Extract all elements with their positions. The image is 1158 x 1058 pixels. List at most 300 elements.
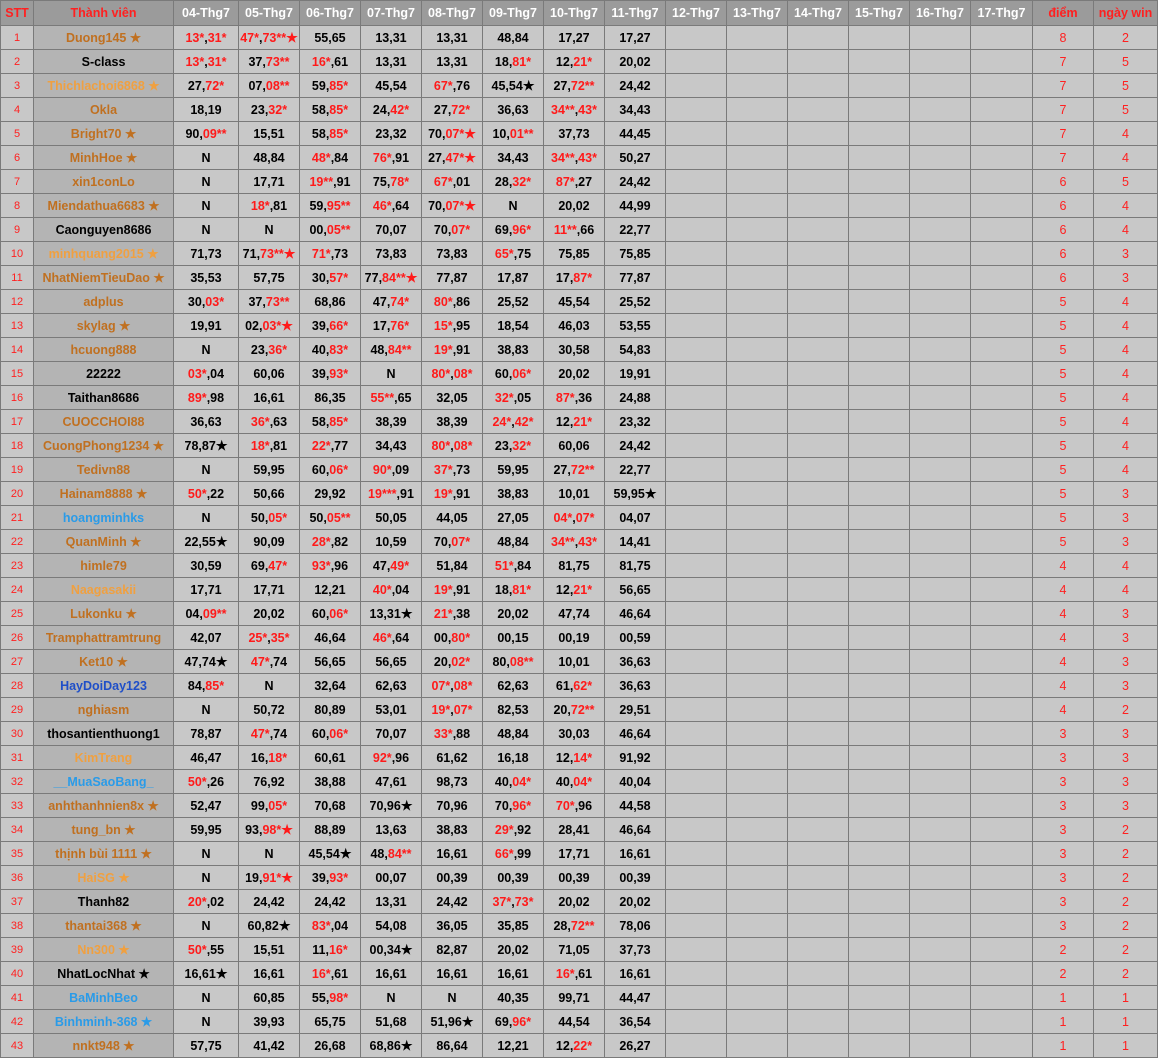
pick-cell[interactable]: 34,43: [483, 146, 544, 170]
empty-cell[interactable]: [971, 818, 1033, 842]
empty-cell[interactable]: [849, 578, 910, 602]
empty-cell[interactable]: [666, 674, 727, 698]
empty-cell[interactable]: [849, 434, 910, 458]
pick-cell[interactable]: 70,96: [422, 794, 483, 818]
empty-cell[interactable]: [849, 506, 910, 530]
pick-cell[interactable]: 71,73: [174, 242, 239, 266]
pick-cell[interactable]: N: [422, 986, 483, 1010]
member-name[interactable]: himle79: [34, 554, 174, 578]
empty-cell[interactable]: [666, 50, 727, 74]
empty-cell[interactable]: [971, 290, 1033, 314]
pick-cell[interactable]: 50,27: [605, 146, 666, 170]
pick-cell[interactable]: 46,03: [544, 314, 605, 338]
pick-cell[interactable]: 17,76*: [361, 314, 422, 338]
pick-cell[interactable]: 41,42: [239, 1034, 300, 1058]
pick-cell[interactable]: 51,68: [361, 1010, 422, 1034]
pick-cell[interactable]: 27,72**: [544, 458, 605, 482]
pick-cell[interactable]: 27,72**: [544, 74, 605, 98]
empty-cell[interactable]: [788, 122, 849, 146]
pick-cell[interactable]: 11**,66: [544, 218, 605, 242]
pick-cell[interactable]: 37*,73*: [483, 890, 544, 914]
pick-cell[interactable]: 59,95: [174, 818, 239, 842]
pick-cell[interactable]: 57,75: [239, 266, 300, 290]
empty-cell[interactable]: [788, 194, 849, 218]
empty-cell[interactable]: [727, 386, 788, 410]
pick-cell[interactable]: 00,07: [361, 866, 422, 890]
pick-cell[interactable]: 90*,09: [361, 458, 422, 482]
pick-cell[interactable]: 53,01: [361, 698, 422, 722]
pick-cell[interactable]: 47,74*: [361, 290, 422, 314]
pick-cell[interactable]: 22,55★: [174, 530, 239, 554]
empty-cell[interactable]: [788, 770, 849, 794]
member-name[interactable]: hcuong888: [34, 338, 174, 362]
empty-cell[interactable]: [971, 962, 1033, 986]
pick-cell[interactable]: 75,78*: [361, 170, 422, 194]
header-score[interactable]: điểm: [1033, 1, 1094, 26]
empty-cell[interactable]: [727, 602, 788, 626]
pick-cell[interactable]: 32,64: [300, 674, 361, 698]
pick-cell[interactable]: 00,39: [605, 866, 666, 890]
empty-cell[interactable]: [788, 386, 849, 410]
header-day[interactable]: 12-Thg7: [666, 1, 727, 26]
pick-cell[interactable]: 24,88: [605, 386, 666, 410]
pick-cell[interactable]: 62,63: [361, 674, 422, 698]
empty-cell[interactable]: [666, 386, 727, 410]
empty-cell[interactable]: [971, 458, 1033, 482]
pick-cell[interactable]: N: [483, 194, 544, 218]
table-row[interactable]: [1, 986, 1158, 1010]
empty-cell[interactable]: [849, 194, 910, 218]
empty-cell[interactable]: [727, 146, 788, 170]
pick-cell[interactable]: 38,83: [483, 482, 544, 506]
empty-cell[interactable]: [910, 242, 971, 266]
empty-cell[interactable]: [910, 266, 971, 290]
pick-cell[interactable]: 61,62*: [544, 674, 605, 698]
empty-cell[interactable]: [910, 602, 971, 626]
pick-cell[interactable]: 47,74: [544, 602, 605, 626]
pick-cell[interactable]: 60,06*: [300, 722, 361, 746]
pick-cell[interactable]: 22,77: [605, 218, 666, 242]
pick-cell[interactable]: 32*,05: [483, 386, 544, 410]
pick-cell[interactable]: 36,63: [174, 410, 239, 434]
member-name[interactable]: Naagasakii: [34, 578, 174, 602]
pick-cell[interactable]: N: [361, 362, 422, 386]
empty-cell[interactable]: [788, 1034, 849, 1058]
empty-cell[interactable]: [971, 578, 1033, 602]
pick-cell[interactable]: 19**,91: [300, 170, 361, 194]
empty-cell[interactable]: [666, 818, 727, 842]
empty-cell[interactable]: [727, 842, 788, 866]
pick-cell[interactable]: 17,27: [544, 26, 605, 50]
pick-cell[interactable]: 20,02: [605, 890, 666, 914]
empty-cell[interactable]: [788, 314, 849, 338]
header-day[interactable]: 17-Thg7: [971, 1, 1033, 26]
pick-cell[interactable]: 19*,91: [422, 482, 483, 506]
member-name[interactable]: Tedivn88: [34, 458, 174, 482]
empty-cell[interactable]: [910, 818, 971, 842]
pick-cell[interactable]: 13*,31*: [174, 50, 239, 74]
pick-cell[interactable]: 40,04: [605, 770, 666, 794]
empty-cell[interactable]: [666, 890, 727, 914]
empty-cell[interactable]: [971, 1010, 1033, 1034]
pick-cell[interactable]: 40*,04: [361, 578, 422, 602]
pick-cell[interactable]: 99,71: [544, 986, 605, 1010]
empty-cell[interactable]: [727, 626, 788, 650]
empty-cell[interactable]: [788, 338, 849, 362]
pick-cell[interactable]: 83*,04: [300, 914, 361, 938]
empty-cell[interactable]: [788, 818, 849, 842]
pick-cell[interactable]: 65*,75: [483, 242, 544, 266]
empty-cell[interactable]: [727, 554, 788, 578]
pick-cell[interactable]: 77,84**★: [361, 266, 422, 290]
pick-cell[interactable]: 19*,91: [422, 578, 483, 602]
empty-cell[interactable]: [788, 74, 849, 98]
pick-cell[interactable]: 28*,82: [300, 530, 361, 554]
header-day[interactable]: 06-Thg7: [300, 1, 361, 26]
empty-cell[interactable]: [666, 962, 727, 986]
empty-cell[interactable]: [971, 746, 1033, 770]
empty-cell[interactable]: [971, 1034, 1033, 1058]
member-name[interactable]: Okla: [34, 98, 174, 122]
pick-cell[interactable]: 13,31★: [361, 602, 422, 626]
table-row[interactable]: [1, 794, 1158, 818]
pick-cell[interactable]: 13,31: [361, 50, 422, 74]
empty-cell[interactable]: [727, 122, 788, 146]
table-row[interactable]: [1, 242, 1158, 266]
empty-cell[interactable]: [971, 170, 1033, 194]
empty-cell[interactable]: [788, 698, 849, 722]
header-day[interactable]: 14-Thg7: [788, 1, 849, 26]
empty-cell[interactable]: [910, 986, 971, 1010]
table-row[interactable]: [1, 482, 1158, 506]
empty-cell[interactable]: [727, 410, 788, 434]
pick-cell[interactable]: 70*,96: [544, 794, 605, 818]
pick-cell[interactable]: 30,58: [544, 338, 605, 362]
table-row[interactable]: [1, 314, 1158, 338]
pick-cell[interactable]: 13,63: [361, 818, 422, 842]
pick-cell[interactable]: 16,18*: [239, 746, 300, 770]
member-name[interactable]: Caonguyen8686: [34, 218, 174, 242]
member-name[interactable]: Duong145 ★: [34, 26, 174, 50]
pick-cell[interactable]: 15*,95: [422, 314, 483, 338]
empty-cell[interactable]: [666, 1010, 727, 1034]
empty-cell[interactable]: [971, 122, 1033, 146]
empty-cell[interactable]: [971, 794, 1033, 818]
pick-cell[interactable]: 82,53: [483, 698, 544, 722]
empty-cell[interactable]: [727, 98, 788, 122]
empty-cell[interactable]: [788, 986, 849, 1010]
pick-cell[interactable]: N: [174, 842, 239, 866]
pick-cell[interactable]: 24*,42*: [483, 410, 544, 434]
pick-cell[interactable]: 81,75: [605, 554, 666, 578]
empty-cell[interactable]: [971, 314, 1033, 338]
pick-cell[interactable]: 70,07*★: [422, 194, 483, 218]
pick-cell[interactable]: 71,73**★: [239, 242, 300, 266]
empty-cell[interactable]: [971, 530, 1033, 554]
pick-cell[interactable]: 68,86: [300, 290, 361, 314]
table-row[interactable]: [1, 74, 1158, 98]
member-name[interactable]: KimTrang: [34, 746, 174, 770]
member-name[interactable]: thosantienthuong1: [34, 722, 174, 746]
pick-cell[interactable]: 23,36*: [239, 338, 300, 362]
member-name[interactable]: Taithan8686: [34, 386, 174, 410]
empty-cell[interactable]: [971, 770, 1033, 794]
header-day[interactable]: 16-Thg7: [910, 1, 971, 26]
pick-cell[interactable]: 04*,07*: [544, 506, 605, 530]
pick-cell[interactable]: 18*,81: [239, 194, 300, 218]
empty-cell[interactable]: [666, 314, 727, 338]
pick-cell[interactable]: 27,72*: [422, 98, 483, 122]
member-name[interactable]: BaMinhBeo: [34, 986, 174, 1010]
table-row[interactable]: [1, 98, 1158, 122]
empty-cell[interactable]: [666, 650, 727, 674]
empty-cell[interactable]: [971, 98, 1033, 122]
table-row[interactable]: [1, 338, 1158, 362]
pick-cell[interactable]: N: [239, 218, 300, 242]
pick-cell[interactable]: 50,66: [239, 482, 300, 506]
pick-cell[interactable]: 23,32: [361, 122, 422, 146]
pick-cell[interactable]: 80*,08*: [422, 362, 483, 386]
pick-cell[interactable]: 58,85*: [300, 122, 361, 146]
table-row[interactable]: [1, 602, 1158, 626]
empty-cell[interactable]: [727, 170, 788, 194]
pick-cell[interactable]: 18,19: [174, 98, 239, 122]
pick-cell[interactable]: 36,05: [422, 914, 483, 938]
empty-cell[interactable]: [727, 770, 788, 794]
empty-cell[interactable]: [971, 362, 1033, 386]
empty-cell[interactable]: [910, 650, 971, 674]
pick-cell[interactable]: 44,05: [422, 506, 483, 530]
empty-cell[interactable]: [910, 866, 971, 890]
empty-cell[interactable]: [788, 626, 849, 650]
empty-cell[interactable]: [849, 722, 910, 746]
pick-cell[interactable]: 78,87★: [174, 434, 239, 458]
pick-cell[interactable]: 59,95★: [605, 482, 666, 506]
empty-cell[interactable]: [971, 938, 1033, 962]
empty-cell[interactable]: [727, 1010, 788, 1034]
empty-cell[interactable]: [788, 962, 849, 986]
empty-cell[interactable]: [971, 890, 1033, 914]
pick-cell[interactable]: 13,31: [422, 26, 483, 50]
empty-cell[interactable]: [910, 1034, 971, 1058]
pick-cell[interactable]: 19*,91: [422, 338, 483, 362]
empty-cell[interactable]: [849, 386, 910, 410]
empty-cell[interactable]: [910, 938, 971, 962]
empty-cell[interactable]: [849, 74, 910, 98]
empty-cell[interactable]: [910, 722, 971, 746]
empty-cell[interactable]: [971, 554, 1033, 578]
table-row[interactable]: [1, 386, 1158, 410]
empty-cell[interactable]: [849, 746, 910, 770]
empty-cell[interactable]: [971, 338, 1033, 362]
member-name[interactable]: adplus: [34, 290, 174, 314]
empty-cell[interactable]: [727, 290, 788, 314]
table-row[interactable]: [1, 650, 1158, 674]
pick-cell[interactable]: N: [239, 842, 300, 866]
pick-cell[interactable]: 19***,91: [361, 482, 422, 506]
pick-cell[interactable]: 23,32*: [239, 98, 300, 122]
pick-cell[interactable]: 46,47: [174, 746, 239, 770]
pick-cell[interactable]: 10,01: [544, 482, 605, 506]
table-row[interactable]: [1, 626, 1158, 650]
pick-cell[interactable]: 54,83: [605, 338, 666, 362]
member-name[interactable]: MinhHoe ★: [34, 146, 174, 170]
pick-cell[interactable]: 00,59: [605, 626, 666, 650]
table-row[interactable]: [1, 506, 1158, 530]
pick-cell[interactable]: 02,03*★: [239, 314, 300, 338]
header-day[interactable]: 05-Thg7: [239, 1, 300, 26]
empty-cell[interactable]: [971, 266, 1033, 290]
pick-cell[interactable]: 20,02: [483, 602, 544, 626]
member-name[interactable]: Nn300 ★: [34, 938, 174, 962]
pick-cell[interactable]: 44,47: [605, 986, 666, 1010]
member-name[interactable]: Hainam8888 ★: [34, 482, 174, 506]
empty-cell[interactable]: [971, 26, 1033, 50]
pick-cell[interactable]: 39,93: [239, 1010, 300, 1034]
pick-cell[interactable]: 34**,43*: [544, 98, 605, 122]
pick-cell[interactable]: 40,35: [483, 986, 544, 1010]
empty-cell[interactable]: [910, 410, 971, 434]
pick-cell[interactable]: 12,22*: [544, 1034, 605, 1058]
table-row[interactable]: [1, 746, 1158, 770]
pick-cell[interactable]: 20,02: [605, 50, 666, 74]
pick-cell[interactable]: 69,96*: [483, 218, 544, 242]
empty-cell[interactable]: [971, 674, 1033, 698]
empty-cell[interactable]: [910, 890, 971, 914]
pick-cell[interactable]: 88,89: [300, 818, 361, 842]
pick-cell[interactable]: 59,95**: [300, 194, 361, 218]
pick-cell[interactable]: 24,42*: [361, 98, 422, 122]
empty-cell[interactable]: [910, 962, 971, 986]
pick-cell[interactable]: 20,02*: [422, 650, 483, 674]
empty-cell[interactable]: [666, 866, 727, 890]
empty-cell[interactable]: [727, 218, 788, 242]
pick-cell[interactable]: 22*,77: [300, 434, 361, 458]
pick-cell[interactable]: 78,06: [605, 914, 666, 938]
empty-cell[interactable]: [727, 74, 788, 98]
empty-cell[interactable]: [666, 458, 727, 482]
pick-cell[interactable]: 65,75: [300, 1010, 361, 1034]
pick-cell[interactable]: 61,62: [422, 746, 483, 770]
table-row[interactable]: [1, 362, 1158, 386]
empty-cell[interactable]: [910, 578, 971, 602]
empty-cell[interactable]: [727, 362, 788, 386]
pick-cell[interactable]: 30,59: [174, 554, 239, 578]
empty-cell[interactable]: [788, 890, 849, 914]
pick-cell[interactable]: 59,85*: [300, 74, 361, 98]
empty-cell[interactable]: [971, 626, 1033, 650]
pick-cell[interactable]: 67*,76: [422, 74, 483, 98]
pick-cell[interactable]: 13,31: [361, 890, 422, 914]
pick-cell[interactable]: N: [174, 338, 239, 362]
pick-cell[interactable]: 00,15: [483, 626, 544, 650]
empty-cell[interactable]: [849, 770, 910, 794]
table-row[interactable]: [1, 722, 1158, 746]
table-row[interactable]: [1, 698, 1158, 722]
empty-cell[interactable]: [666, 530, 727, 554]
pick-cell[interactable]: 24,42: [300, 890, 361, 914]
member-name[interactable]: Thanh82: [34, 890, 174, 914]
empty-cell[interactable]: [666, 434, 727, 458]
pick-cell[interactable]: 71,05: [544, 938, 605, 962]
pick-cell[interactable]: 58,85*: [300, 410, 361, 434]
member-name[interactable]: xin1conLo: [34, 170, 174, 194]
pick-cell[interactable]: 16,18: [483, 746, 544, 770]
pick-cell[interactable]: 56,65: [300, 650, 361, 674]
pick-cell[interactable]: 46,64: [605, 818, 666, 842]
pick-cell[interactable]: 58,85*: [300, 98, 361, 122]
empty-cell[interactable]: [666, 794, 727, 818]
empty-cell[interactable]: [727, 962, 788, 986]
empty-cell[interactable]: [727, 746, 788, 770]
empty-cell[interactable]: [666, 986, 727, 1010]
empty-cell[interactable]: [910, 194, 971, 218]
empty-cell[interactable]: [910, 554, 971, 578]
pick-cell[interactable]: 48,84**: [361, 338, 422, 362]
empty-cell[interactable]: [666, 242, 727, 266]
pick-cell[interactable]: 92*,96: [361, 746, 422, 770]
empty-cell[interactable]: [666, 362, 727, 386]
pick-cell[interactable]: 50*,26: [174, 770, 239, 794]
pick-cell[interactable]: 47*,74: [239, 722, 300, 746]
pick-cell[interactable]: 60,06*: [300, 458, 361, 482]
pick-cell[interactable]: N: [174, 218, 239, 242]
empty-cell[interactable]: [788, 794, 849, 818]
pick-cell[interactable]: 51*,84: [483, 554, 544, 578]
empty-cell[interactable]: [849, 794, 910, 818]
table-row[interactable]: [1, 578, 1158, 602]
pick-cell[interactable]: 36,54: [605, 1010, 666, 1034]
empty-cell[interactable]: [910, 674, 971, 698]
empty-cell[interactable]: [910, 50, 971, 74]
empty-cell[interactable]: [666, 914, 727, 938]
empty-cell[interactable]: [849, 530, 910, 554]
pick-cell[interactable]: 84,85*: [174, 674, 239, 698]
pick-cell[interactable]: N: [174, 986, 239, 1010]
pick-cell[interactable]: 12,21: [483, 1034, 544, 1058]
empty-cell[interactable]: [727, 650, 788, 674]
header-day[interactable]: 09-Thg7: [483, 1, 544, 26]
pick-cell[interactable]: 38,88: [300, 770, 361, 794]
pick-cell[interactable]: 37,73: [544, 122, 605, 146]
empty-cell[interactable]: [971, 722, 1033, 746]
empty-cell[interactable]: [788, 530, 849, 554]
pick-cell[interactable]: 60,61: [300, 746, 361, 770]
member-name[interactable]: Miendathua6683 ★: [34, 194, 174, 218]
table-row[interactable]: [1, 770, 1158, 794]
empty-cell[interactable]: [666, 842, 727, 866]
pick-cell[interactable]: 47,49*: [361, 554, 422, 578]
pick-cell[interactable]: N: [174, 170, 239, 194]
pick-cell[interactable]: 44,58: [605, 794, 666, 818]
pick-cell[interactable]: 45,54★: [300, 842, 361, 866]
pick-cell[interactable]: 35,53: [174, 266, 239, 290]
pick-cell[interactable]: 26,68: [300, 1034, 361, 1058]
table-row[interactable]: [1, 890, 1158, 914]
pick-cell[interactable]: 69,96*: [483, 1010, 544, 1034]
table-row[interactable]: [1, 266, 1158, 290]
pick-cell[interactable]: 93,98*★: [239, 818, 300, 842]
empty-cell[interactable]: [849, 890, 910, 914]
pick-cell[interactable]: 24,42: [605, 74, 666, 98]
pick-cell[interactable]: 16,61: [361, 962, 422, 986]
pick-cell[interactable]: 37,73: [605, 938, 666, 962]
pick-cell[interactable]: 46,64: [300, 626, 361, 650]
pick-cell[interactable]: 18*,81: [239, 434, 300, 458]
empty-cell[interactable]: [971, 698, 1033, 722]
pick-cell[interactable]: 89*,98: [174, 386, 239, 410]
table-row[interactable]: [1, 170, 1158, 194]
